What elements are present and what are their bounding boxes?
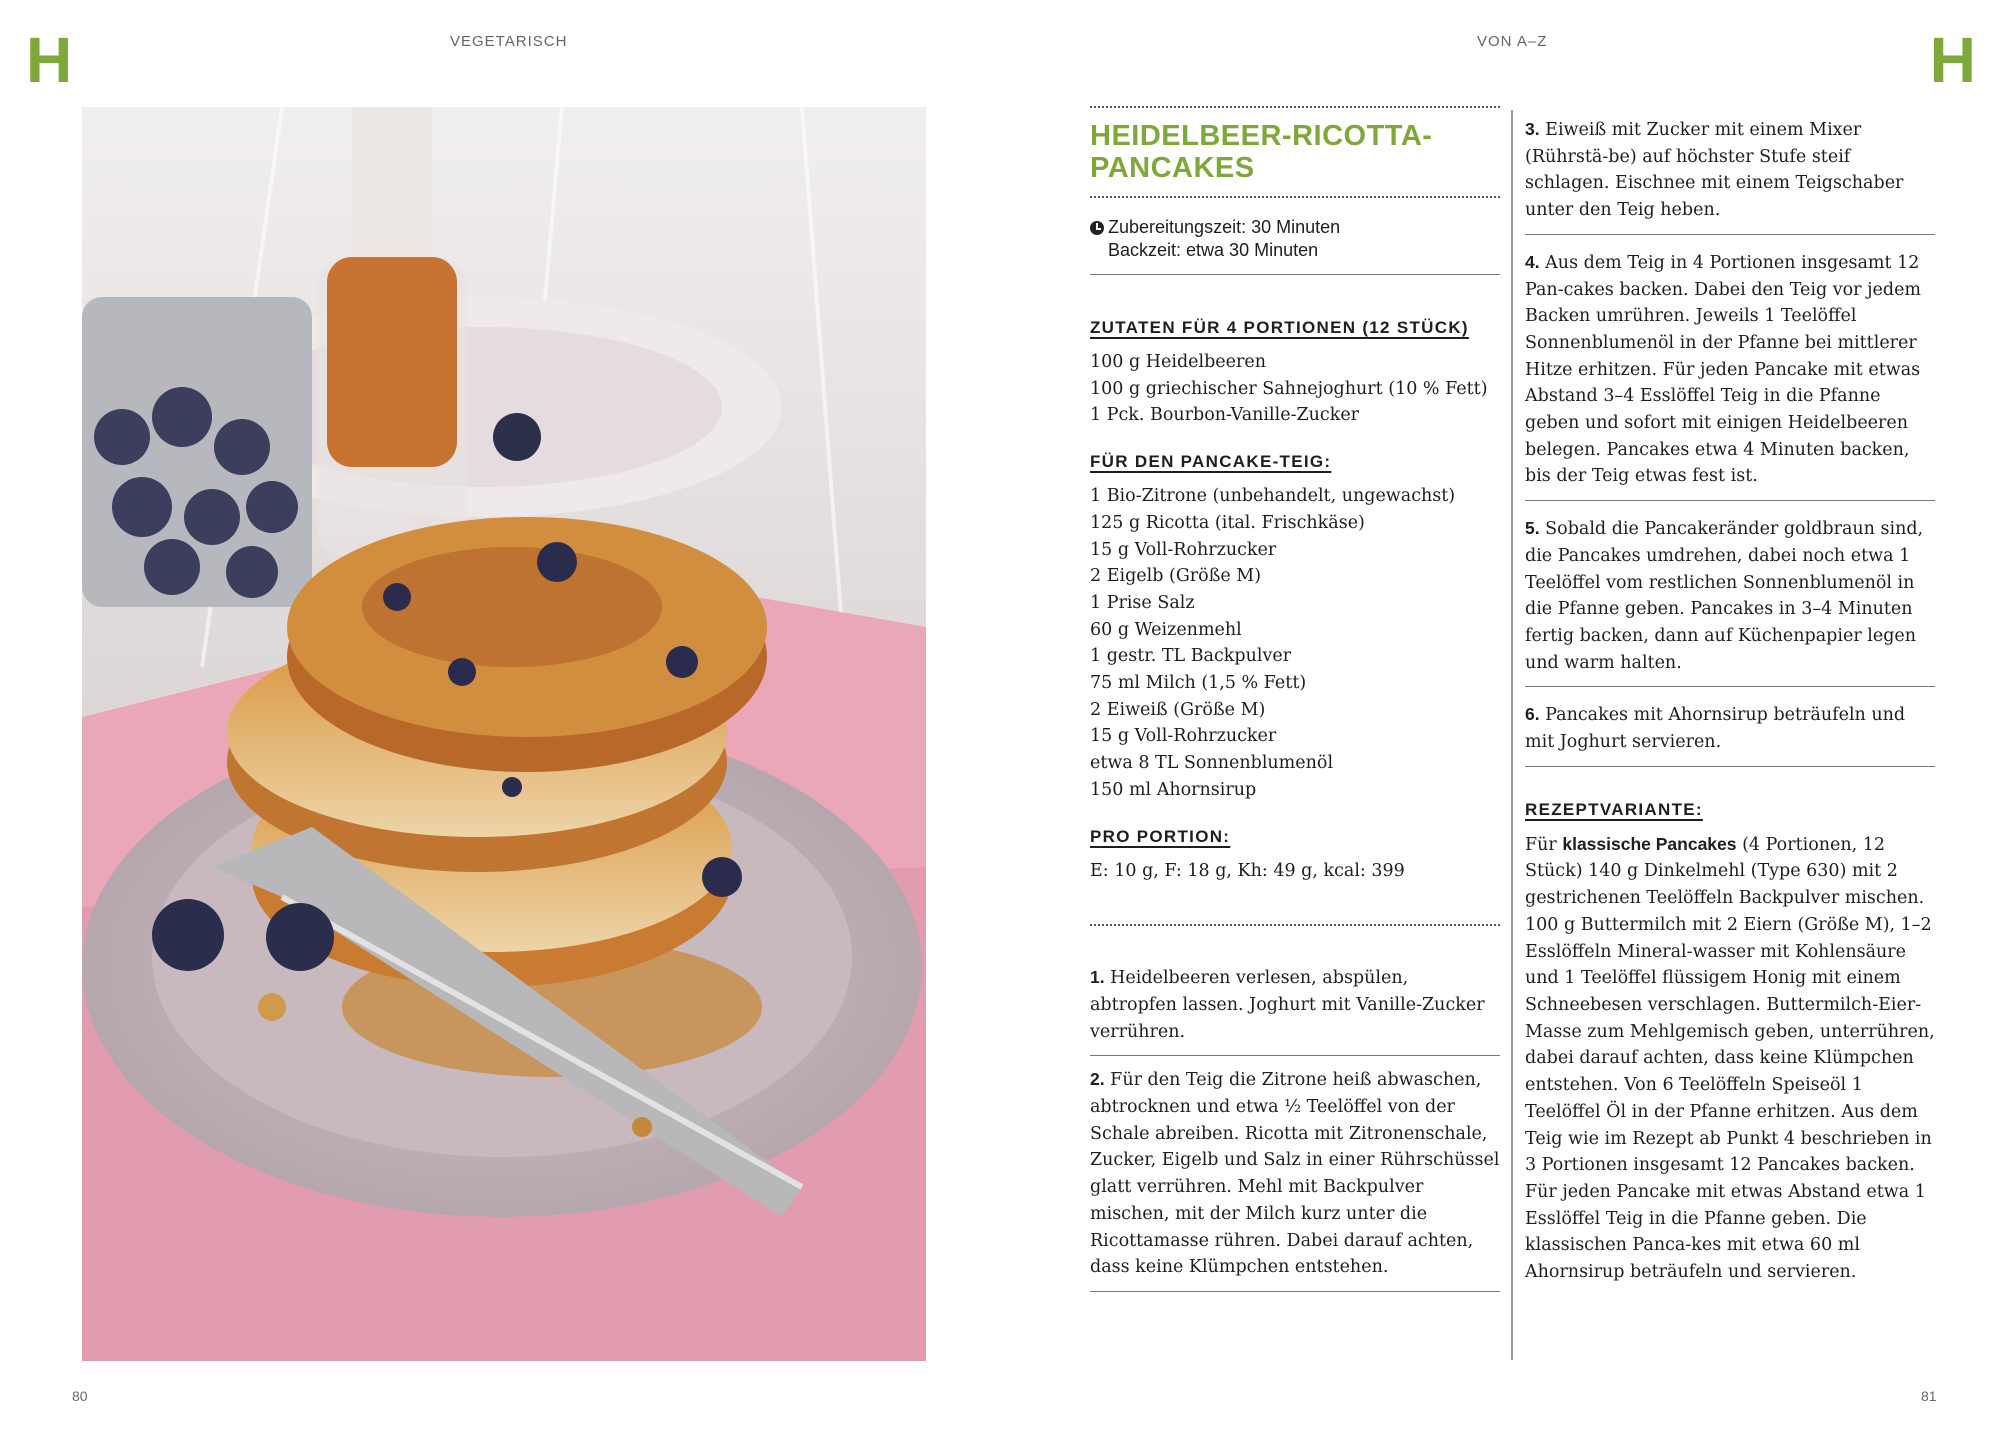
section-letter-left: H <box>26 24 73 96</box>
step-2 <box>1090 1056 1500 1292</box>
bake-time: Backzeit: etwa 30 Minuten <box>1108 240 1319 260</box>
step-text: Pancakes mit Ahornsirup beträufeln und mit Joghurt servieren. <box>1525 705 1906 753</box>
ingredients-list <box>1090 349 1500 429</box>
step-number: 4. <box>1525 251 1540 272</box>
column-divider <box>1511 110 1513 1360</box>
dough-item: 75 ml Milch (1,5 % Fett) <box>1090 673 1307 694</box>
step-number: 6. <box>1525 704 1540 725</box>
step-3 <box>1525 110 1935 235</box>
dough-item: 150 ml Ahornsirup <box>1090 779 1257 800</box>
step-6 <box>1525 687 1935 766</box>
dough-item: 2 Eigelb (Größe M) <box>1090 566 1262 587</box>
ingredient-item: 100 g griechischer Sahnejoghurt (10 % Fett) <box>1090 378 1488 399</box>
dough-item: 1 Bio-Zitrone (unbehandelt, ungewachst) <box>1090 486 1456 507</box>
step-text: Sobald die Pancakeränder goldbraun sind, die Pancakes umdrehen, dabei noch etwa 1 Teelöffel vom restlichen Sonnenblumenöl in die Pfanne geben. Pancakes in 3–4 Minuten fertig backen, dann auf Küchenpapier legen und warm halten. <box>1525 519 1924 673</box>
dough-item: 15 g Voll-Rohrzucker <box>1090 539 1277 560</box>
clock-icon <box>1090 221 1104 235</box>
recipe-title <box>1090 108 1500 196</box>
step-text: Eiweiß mit Zucker mit einem Mixer (Rührstä-be) auf höchster Stufe steif schlagen. Eischnee mit einem Teigschaber unter den Teig heben. <box>1525 120 1904 221</box>
ingredient-item: 100 g Heidelbeeren <box>1090 352 1267 372</box>
step-text: Aus dem Teig in 4 Portionen insgesamt 12 Pan-cakes backen. Dabei den Teig vor jedem Backen umrühren. Jeweils 1 Teelöffel Sonnenblumenöl in der Pfanne bei mittlerer Hitze erhitzen. Für jeden Pancake mit etwas Abstand 3–4 Esslöffel Teig in die Pfanne geben und sofort mit einigen Heidelbeeren belegen. Pancakes etwa 4 Minuten backen, bis der Teig etwas fest ist. <box>1525 252 1922 487</box>
step-number: 2. <box>1090 1069 1105 1090</box>
dough-item: 125 g Ricotta (ital. Frischkäse) <box>1090 512 1365 533</box>
portion-values: E: 10 g, F: 18 g, Kh: 49 g, kcal: 399 <box>1090 860 1405 881</box>
ingredient-item: 1 Pck. Bourbon-Vanille-Zucker <box>1090 405 1360 426</box>
step-1 <box>1090 954 1500 1056</box>
portion-heading: PRO PORTION: <box>1090 826 1231 846</box>
variant-heading: REZEPTVARIANTE: <box>1525 799 1703 819</box>
dough-item: 1 Prise Salz <box>1090 592 1195 613</box>
variant-body: (4 Portionen, 12 Stück) 140 g Dinkelmehl (Type 630) mit 2 gestrichenen Teelöffeln Backpulver mischen. 100 g Buttermilch mit 2 Eiern (Größe M), 1–2 Esslöffeln Mineral-wasser mit Kohlensäure und 1 Teelöffel flüssigem Honig mit einem Schneebesen verschlagen. Buttermilch-Eier-Masse zum Mehlgemisch geben, unterrühren, dabei darauf achten, dass keine Klümpchen entstehen. Von 6 Teelöffeln Speiseöl 1 Teelöffel Öl in der Pfanne erhitzen. Aus dem Teig wie im Rezept ab Punkt 4 beschrieben in 3 Portionen insgesamt 12 Pancakes backen. Für jeden Pancake mit etwas Abstand etwa 1 Esslöffel Teig in die Pfanne geben. Die klassischen Panca-kes mit etwa 60 ml Ahornsirup beträufeln und servieren. <box>1525 834 1935 1283</box>
recipe-title-line-2: PANCAKES <box>1090 152 1255 184</box>
page-number-left: 80 <box>72 1388 88 1404</box>
step-number: 1. <box>1090 967 1105 988</box>
dough-list <box>1090 483 1500 803</box>
dough-heading: FÜR DEN PANCAKE-TEIG: <box>1090 452 1332 472</box>
variant-prefix: Für <box>1525 834 1563 855</box>
variant-text <box>1525 831 1935 1286</box>
dotted-rule <box>1090 924 1500 926</box>
step-number: 5. <box>1525 518 1540 539</box>
step-number: 3. <box>1525 119 1540 139</box>
step-4 <box>1525 235 1935 501</box>
dough-item: 60 g Weizenmehl <box>1090 619 1242 640</box>
page-number-right: 81 <box>1921 1388 1937 1404</box>
ingredients-heading: ZUTATEN FÜR 4 PORTIONEN (12 STÜCK) <box>1090 318 1469 337</box>
section-letter-right: H <box>1929 24 1976 96</box>
dough-item: 15 g Voll-Rohrzucker <box>1090 726 1277 747</box>
dough-item: 2 Eiweiß (Größe M) <box>1090 699 1266 720</box>
step-5 <box>1525 501 1935 687</box>
step-text: Für den Teig die Zitrone heiß abwaschen, abtrocknen und etwa ½ Teelöffel von der Schale abreiben. Ricotta mit Zitronenschale, Zucker, Eigelb und Salz in einer Rührschüssel glatt verrühren. Mehl mit Backpulver mischen, mit der Milch kurz unter die Ricottamasse rühren. Dabei darauf achten, dass keine Klümpchen entstehen. <box>1090 1070 1500 1278</box>
running-head-left: VEGETARISCH <box>450 33 568 50</box>
time-info <box>1090 198 1500 275</box>
dough-item: 1 gestr. TL Backpulver <box>1090 646 1292 667</box>
photo-illustration <box>82 107 926 1361</box>
pancakes-with-blueberries-photo <box>82 107 926 1361</box>
dough-item: etwa 8 TL Sonnenblumenöl <box>1090 753 1334 774</box>
variant-bold: klassische Pancakes <box>1562 833 1737 854</box>
running-head-right: VON A–Z <box>1477 33 1548 50</box>
prep-time: Zubereitungszeit: 30 Minuten <box>1108 217 1341 237</box>
recipe-title-line-1: HEIDELBEER-RICOTTA- <box>1090 120 1433 152</box>
recipe-column-2 <box>1525 110 1935 1286</box>
step-text: Heidelbeeren verlesen, abspülen, abtropfen lassen. Joghurt mit Vanille-Zucker verrühren. <box>1090 968 1485 1042</box>
recipe-column-1 <box>1090 106 1500 1292</box>
